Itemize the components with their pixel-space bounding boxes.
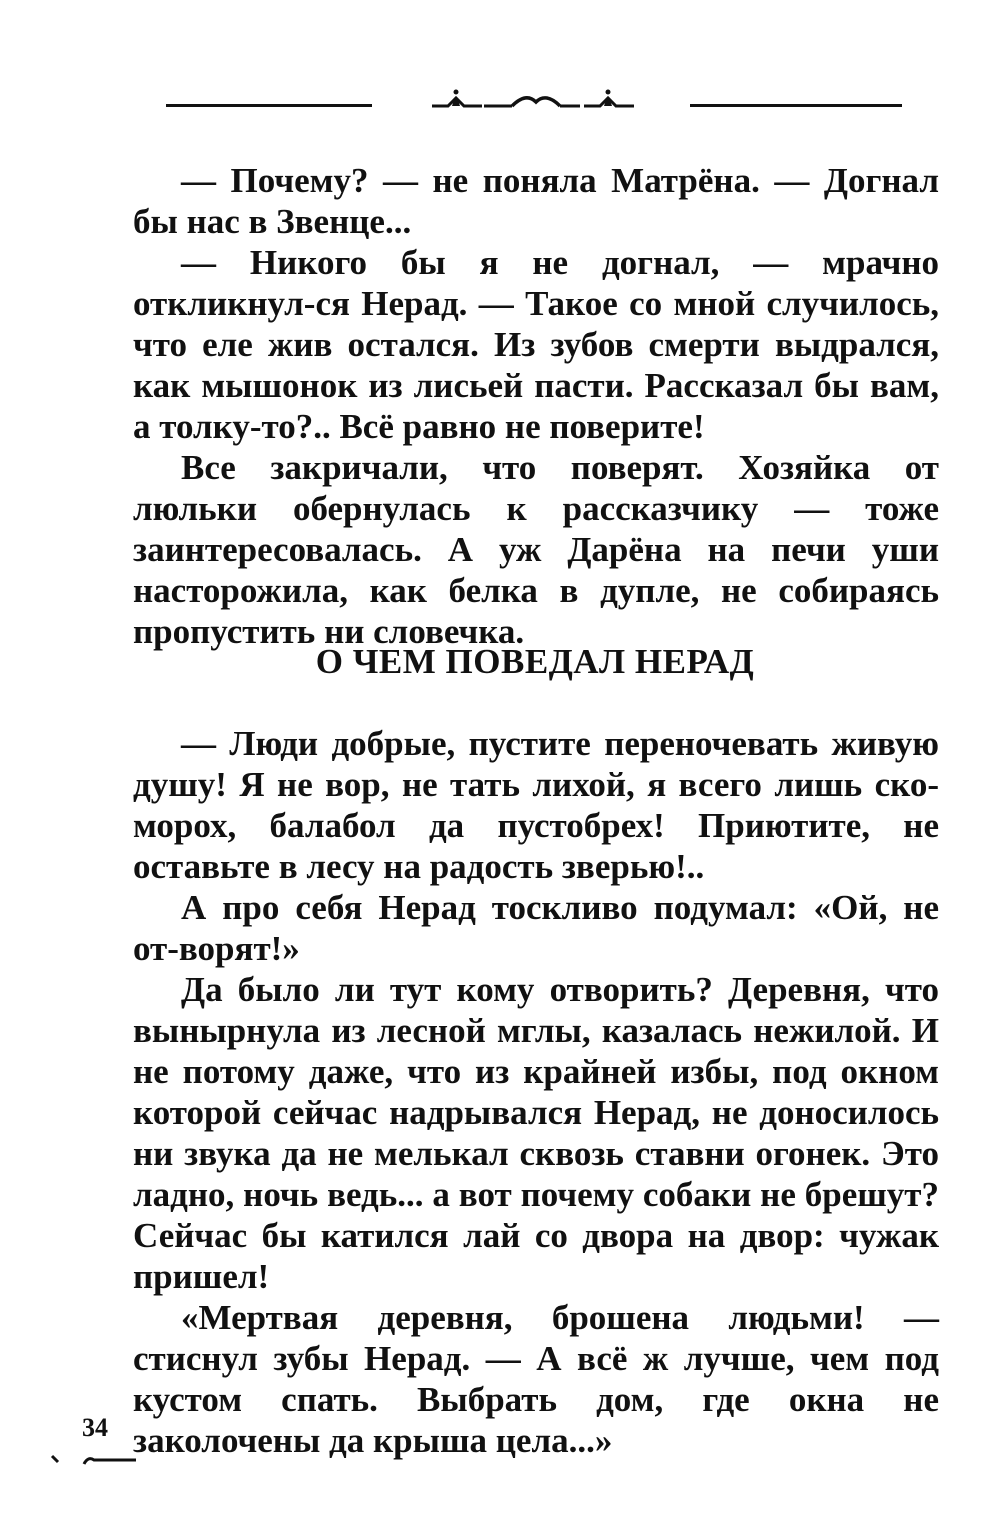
header-rule-left xyxy=(166,104,372,107)
paragraph: Да было ли тут кому отворить? Деревня, что вынырнула из лесной мглы, казалась нежилой. И не потому даже, что из крайней избы, под окном которой сейчас надрывался Нерад, не доносилось ни звука да не мелькал сквозь ставни огонек. Это ладно, ночь ведь... а вот почему собаки не брешут? Сейчас бы катился лай со двора на двор: чужак пришел! xyxy=(133,970,939,1296)
text-block-before-title xyxy=(133,160,939,652)
footer-flourish-icon xyxy=(48,1450,138,1470)
paragraph: — Никого бы я не догнал, — мрачно откликнул-ся Нерад. — Такое со мной случилось, что еле жив остался. Из зубов смерти выдрался, как мышонок из лисьей пасти. Рассказал бы вам, а толку-то?.. Всё равно не поверите! xyxy=(133,243,939,446)
ornament-icon xyxy=(428,86,638,114)
header-ornament xyxy=(160,80,905,120)
paragraph: — Люди добрые, пустите переночевать живую душу! Я не вор, не тать лихой, я всего лишь ско-морох, балабол да пустобрех! Приютите, не оставьте в лесу на радость зверью!.. xyxy=(133,724,939,886)
paragraph: — Почему? — не поняла Матрёна. — Догнал бы нас в Звенце... xyxy=(133,161,939,241)
paragraph: А про себя Нерад тоскливо подумал: «Ой, не от-ворят!» xyxy=(133,888,939,968)
paragraph: «Мертвая деревня, брошена людьми! — стиснул зубы Нерад. — А всё ж лучше, чем под кустом спать. Выбрать дом, где окна не заколочены да крыша цела...» xyxy=(133,1298,939,1460)
page-number: 34 xyxy=(82,1413,108,1442)
section-title: О ЧЕМ ПОВЕДАЛ НЕРАД xyxy=(315,642,755,681)
header-rule-right xyxy=(690,104,902,107)
paragraph: Все закричали, что поверят. Хозяйка от люльки обернулась к рассказчику — тоже заинтересовалась. А уж Дарёна на печи уши насторожила, как белка в дупле, не собираясь пропустить ни словечка. xyxy=(133,448,939,651)
text-block-after-title xyxy=(133,723,939,1461)
